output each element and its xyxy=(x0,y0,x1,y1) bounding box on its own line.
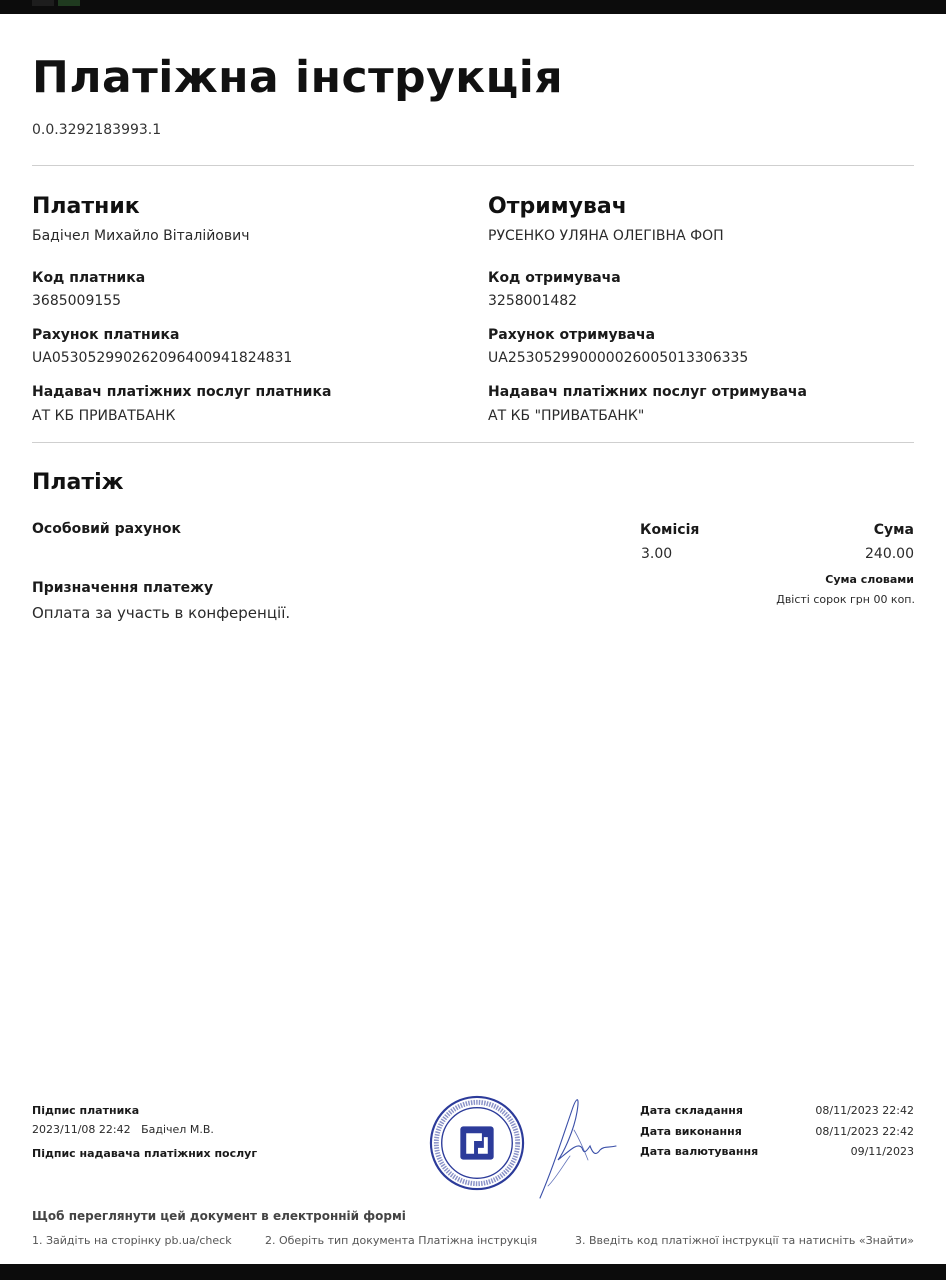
bank-seal-icon xyxy=(428,1094,526,1192)
document-title: Платіжна інструкція xyxy=(32,52,564,103)
footer-title: Щоб переглянути цей документ в електронній формі xyxy=(32,1209,406,1223)
commission-label: Комісія xyxy=(640,522,700,538)
payer-name: Бадічел Михайло Віталійович xyxy=(32,228,250,244)
created-date-label: Дата складання xyxy=(640,1104,743,1117)
signature-stroke-2 xyxy=(548,1130,588,1186)
top-bar-mark xyxy=(32,0,54,6)
footer-step-3: 3. Введіть код платіжної інструкції та натисніть «Знайти» xyxy=(575,1234,915,1247)
recipient-code-label: Код отримувача xyxy=(488,270,621,286)
recipient-account-label: Рахунок отримувача xyxy=(488,327,656,343)
amount-words-value: Двісті сорок грн 00 коп. xyxy=(776,593,915,606)
payer-account: UA053052990262096400941824831 xyxy=(32,350,293,366)
payer-heading: Платник xyxy=(32,194,140,219)
payer-signature-label: Підпис платника xyxy=(32,1104,140,1117)
created-date-value: 08/11/2023 22:42 xyxy=(815,1104,914,1117)
provider-signature-label: Підпис надавача платіжних послуг xyxy=(32,1147,258,1160)
payer-code: 3685009155 xyxy=(32,293,122,309)
amount-value: 240.00 xyxy=(865,546,914,562)
payer-signature-value: 2023/11/08 22:42 Бадічел М.В. xyxy=(32,1123,214,1136)
handwritten-signature xyxy=(530,1090,620,1200)
payer-code-label: Код платника xyxy=(32,270,146,286)
top-bar xyxy=(0,0,946,14)
recipient-code: 3258001482 xyxy=(488,293,578,309)
amount-words-label: Сума словами xyxy=(825,573,914,586)
footer-step-1: 1. Зайдіть на сторінку pb.ua/check xyxy=(32,1234,232,1247)
purpose-label: Призначення платежу xyxy=(32,580,214,596)
executed-date-label: Дата виконання xyxy=(640,1125,742,1138)
value-date-label: Дата валютування xyxy=(640,1145,759,1158)
recipient-provider-label: Надавач платіжних послуг отримувача xyxy=(488,384,807,400)
personal-account-label: Особовий рахунок xyxy=(32,521,181,537)
amount-label: Сума xyxy=(873,522,914,538)
recipient-name: РУСЕНКО УЛЯНА ОЛЕГІВНА ФОП xyxy=(488,228,724,244)
recipient-provider: АТ КБ "ПРИВАТБАНК" xyxy=(488,408,645,424)
recipient-account: UA253052990000026005013306335 xyxy=(488,350,749,366)
payer-provider: АТ КБ ПРИВАТБАНК xyxy=(32,408,176,424)
value-date-value: 09/11/2023 xyxy=(850,1145,914,1158)
commission-value: 3.00 xyxy=(641,546,673,562)
executed-date-value: 08/11/2023 22:42 xyxy=(815,1125,914,1138)
seal-logo-square xyxy=(460,1126,493,1159)
purpose-value: Оплата за участь в конференції. xyxy=(32,604,291,622)
divider-middle xyxy=(32,442,914,443)
payment-heading: Платіж xyxy=(32,470,124,495)
document-number: 0.0.3292183993.1 xyxy=(32,122,162,138)
recipient-heading: Отримувач xyxy=(488,194,627,219)
bottom-bar xyxy=(0,1264,946,1280)
payer-account-label: Рахунок платника xyxy=(32,327,180,343)
divider-top xyxy=(32,165,914,166)
footer-step-2: 2. Оберіть тип документа Платіжна інструкція xyxy=(265,1234,538,1247)
signature-stroke xyxy=(540,1100,616,1198)
top-bar-mark-accent xyxy=(58,0,80,6)
payer-provider-label: Надавач платіжних послуг платника xyxy=(32,384,332,400)
